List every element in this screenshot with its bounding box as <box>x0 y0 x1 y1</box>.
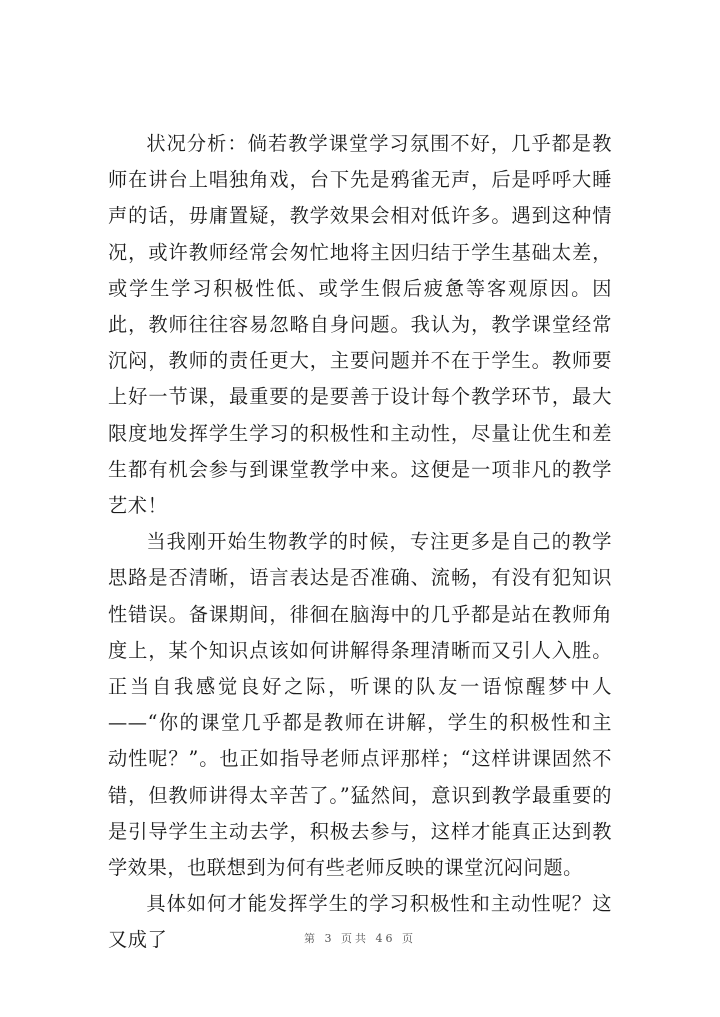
paragraph-2: 当我刚开始生物教学的时候，专注更多是自己的教学思路是否清晰，语言表达是否准确、流畅，有没有犯知识性错误。备课期间，徘徊在脑海中的几乎都是站在教师角度上，某个知识点该如何讲解得条理清晰而又引人入胜。正当自我感觉良好之际，听课的队友一语惊醒梦中人——“你的课堂几乎都是教师在讲解，学生的积极性和主动性呢？”。也正如指导老师点评那样；“这样讲课固然不错，但教师讲得太辛苦了。”猛然间，意识到教学最重要的是引导学生主动去学，积极去参与，这样才能真正达到教学效果，也联想到为何有些老师反映的课堂沉闷问题。 <box>108 530 612 880</box>
paragraph-1: 状况分析：倘若教学课堂学习氛围不好，几乎都是教师在讲台上唱独角戏，台下先是鸦雀无声，后是呼呼大睡声的话，毋庸置疑，教学效果会相对低许多。遇到这种情况，或许教师经常会匆忙地将主因归结于学生基础太差，或学生学习积极性低、或学生假后疲惫等客观原因。因此，教师往往容易忽略自身问题。我认为，教学课堂经常沉闷，教师的责任更大，主要问题并不在于学生。教师要上好一节课，最重要的是要善于设计每个教学环节，最大限度地发挥学生学习的积极性和主动性，尽量让优生和差生都有机会参与到课堂教学中来。这便是一项非凡的教学艺术！ <box>108 132 612 518</box>
document-body <box>108 126 612 959</box>
page-number-footer: 第 3 页共 46 页 <box>304 932 416 945</box>
paragraph-3: 具体如何才能发挥学生的学习积极性和主动性呢？这又成了 <box>108 892 612 952</box>
